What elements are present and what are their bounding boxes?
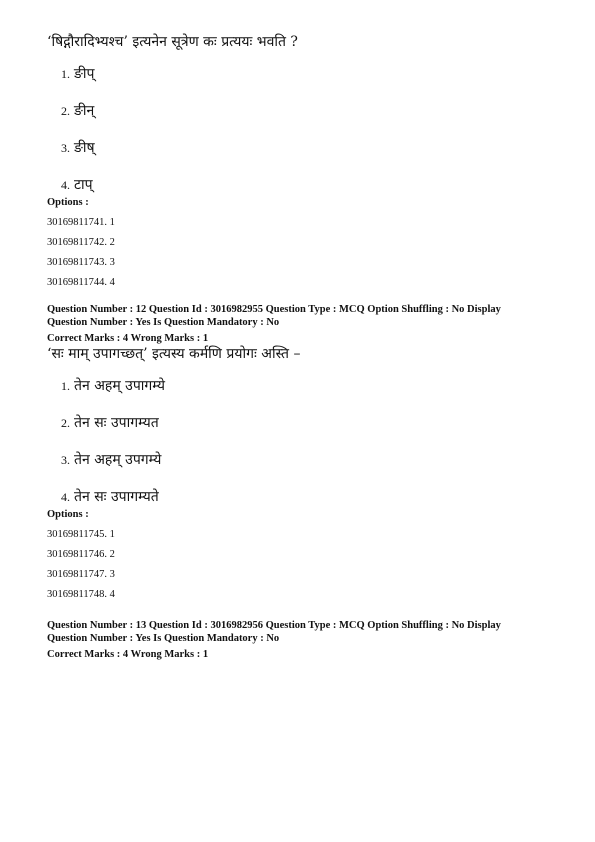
option-number: 3. [61, 141, 70, 155]
option-id: 30169811744. 4 [47, 277, 115, 288]
marks-meta: Correct Marks : 4 Wrong Marks : 1 [47, 333, 209, 344]
option-number: 2. [61, 416, 70, 430]
option-4 [61, 176, 557, 194]
option-text: ङीष् [74, 140, 95, 156]
option-text: तेन सः उपागम्यत [74, 415, 159, 431]
option-id: 30169811741. 1 [47, 217, 115, 228]
options-label: Options : [47, 509, 89, 520]
option-text: ङीप् [74, 66, 95, 82]
question-meta: Question Number : 13 Question Id : 3016982956 Question Type : MCQ Option Shuffling : No Display [47, 620, 501, 631]
question-13 [47, 619, 557, 661]
question-meta: Question Number : Yes Is Question Mandatory : No [47, 633, 280, 644]
option-3 [61, 139, 557, 157]
option-number: 1. [61, 379, 70, 393]
option-number: 4. [61, 490, 70, 504]
question-text: ‘सः माम् उपागच्छत्’ इत्यस्य कर्मणि प्रयोगः अस्ति – [47, 346, 301, 362]
question-12 [47, 303, 557, 601]
option-text: टाप् [74, 177, 93, 193]
option-number: 1. [61, 67, 70, 81]
option-4 [61, 488, 557, 506]
question-meta: Question Number : 12 Question Id : 3016982955 Question Type : MCQ Option Shuffling : No Display [47, 304, 501, 315]
option-number: 3. [61, 453, 70, 467]
option-3 [61, 451, 557, 469]
option-id: 30169811746. 2 [47, 549, 115, 560]
option-text: तेन अहम् उपागम्ये [74, 378, 165, 394]
option-1 [61, 65, 557, 83]
option-text: तेन अहम् उपगम्ये [74, 452, 162, 468]
option-text: तेन सः उपागम्यते [74, 489, 159, 505]
option-id: 30169811743. 3 [47, 257, 115, 268]
option-text: ङीन् [74, 103, 95, 119]
options-label: Options : [47, 197, 89, 208]
option-id: 30169811747. 3 [47, 569, 115, 580]
marks-meta: Correct Marks : 4 Wrong Marks : 1 [47, 649, 209, 660]
option-id: 30169811745. 1 [47, 529, 115, 540]
option-number: 4. [61, 178, 70, 192]
option-2 [61, 414, 557, 432]
option-id: 30169811748. 4 [47, 589, 115, 600]
option-id: 30169811742. 2 [47, 237, 115, 248]
option-number: 2. [61, 104, 70, 118]
option-2 [61, 102, 557, 120]
option-1 [61, 377, 557, 395]
question-11 [47, 33, 557, 289]
question-meta: Question Number : Yes Is Question Mandatory : No [47, 317, 280, 328]
question-text: ‘षिद्गौरादिभ्यश्च’ इत्यनेन सूत्रेण कः प्रत्ययः भवति ? [47, 34, 298, 50]
